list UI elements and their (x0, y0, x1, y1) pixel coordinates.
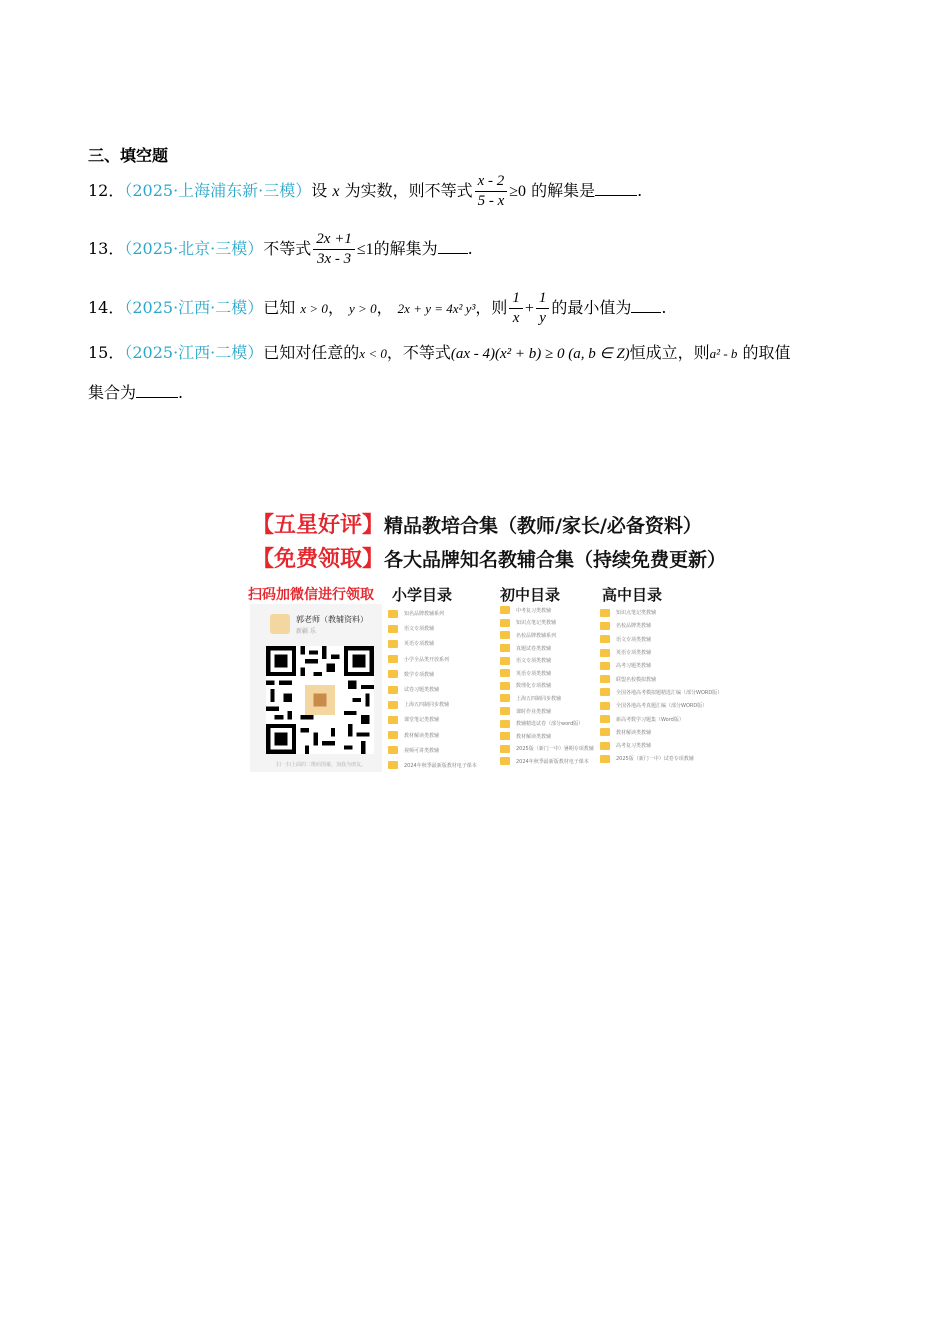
folder-item[interactable] (500, 667, 594, 680)
folder-item[interactable] (500, 604, 594, 617)
folder-icon (600, 755, 610, 763)
folder-item[interactable] (388, 728, 477, 743)
folder-icon (388, 731, 398, 739)
folder-item[interactable] (600, 726, 722, 739)
folder-icon (500, 694, 510, 702)
folder-label: 视频可讲类教辅 (404, 747, 440, 754)
folder-icon (500, 745, 510, 753)
promo-line-1: 【五星好评】精品教培合集（教师/家长/必备资料） (252, 513, 702, 538)
question-13: 13．（2025·北京·三模）不等式 $\frac{2x +1}{3x - 3}$ ≤1的解集为 . (88, 231, 473, 267)
folder-label: 上海五四制同步教辅 (404, 702, 450, 709)
folder-icon (388, 746, 398, 754)
folder-icon (500, 631, 510, 639)
folder-item[interactable] (388, 682, 477, 697)
var-x: x (332, 183, 340, 200)
folder-icon (600, 702, 610, 710)
folder-icon (500, 657, 510, 665)
answer-blank (438, 239, 468, 254)
folder-item[interactable] (500, 717, 594, 730)
fraction-1-over-x: $\frac{1}{x}$ (509, 289, 523, 328)
folder-label: 高考复习类教辅 (616, 743, 652, 750)
question-number: 14． (88, 298, 125, 317)
folder-icon (600, 675, 610, 683)
folder-label: 英语专项类教辅 (616, 650, 652, 657)
promo-line-2: 【免费领取】各大品牌知名教辅合集（持续免费更新） (252, 547, 727, 572)
avatar (270, 614, 290, 634)
folder-item[interactable] (388, 652, 477, 667)
wechat-card (250, 604, 382, 772)
folder-icon (388, 670, 398, 678)
question-15: 15．（2025·江西·二模）已知对任意的x < 0，不等式(ax - 4)(x² + b) ≥ 0 (a, b ∈ Z)恒成立，则a² - b 的取值 (88, 343, 791, 362)
folder-label: 教辅精选试卷（部分word版） (516, 721, 584, 728)
folder-item[interactable] (388, 712, 477, 727)
question-12: 12．（2025·上海浦东新·三模）设 x 为实数，则不等式 $\frac{x - 2}{5 - x}$ ≥0 的解集是 . (88, 173, 643, 209)
question-source: （2025·江西·二模） (124, 343, 264, 362)
folder-label: 真题试卷类教辅 (516, 645, 552, 652)
folder-label: 2024年秋季最新版教材电子课本 (516, 758, 589, 765)
folder-icon (500, 606, 510, 614)
folder-icon (388, 716, 398, 724)
folder-label: 新高考数学习题集（Word版） (616, 716, 684, 723)
folder-icon (388, 640, 398, 648)
folder-icon (500, 757, 510, 765)
folder-label: 上海五四制同步教辅 (516, 695, 562, 702)
folder-icon (600, 622, 610, 630)
folder-label: 知识点笔记类教辅 (616, 610, 657, 617)
folder-item[interactable] (388, 667, 477, 682)
folder-label: 名校品牌类教辅 (616, 623, 652, 630)
folder-label: 联盟名校模拟教辅 (616, 676, 657, 683)
question-15-continued: 集合为 . (88, 383, 184, 402)
folder-label: 2025版（新门一中）暑期专项教辅 (516, 746, 594, 753)
folder-label: 小学全品类开放系列 (404, 656, 450, 663)
folder-item[interactable] (600, 712, 722, 725)
folder-label: 语文专项教辅 (404, 626, 435, 633)
middle-folder-list (500, 604, 594, 768)
folder-item[interactable] (600, 633, 722, 646)
folder-icon (388, 625, 398, 633)
folder-label: 英语专项类教辅 (516, 670, 552, 677)
folder-icon (600, 688, 610, 696)
question-source: （2025·江西·二模） (124, 298, 264, 317)
question-14: 14．（2025·江西·二模）已知 x > 0， y > 0， 2x + y = 4x² y³，则 $\frac{1}{x}$ + $\frac{1}{y}$ 的最小值为 . (88, 290, 667, 326)
high-folder-list (600, 606, 722, 766)
folder-item[interactable] (600, 646, 722, 659)
folder-icon (500, 720, 510, 728)
inequality: (ax - 4)(x² + b) ≥ 0 (a, b ∈ Z) (450, 346, 630, 362)
folder-item[interactable] (600, 672, 722, 685)
fraction: $\frac{x - 2}{5 - x}$ (475, 172, 508, 211)
folder-item[interactable] (388, 606, 477, 621)
folder-label: 中考复习类教辅 (516, 607, 552, 614)
folder-label: 名校品牌教辅系列 (516, 632, 557, 639)
folder-label: 知识点笔记类教辅 (516, 620, 557, 627)
question-number: 15． (88, 343, 125, 362)
folder-icon (500, 644, 510, 652)
folder-icon (500, 707, 510, 715)
folder-icon (388, 655, 398, 663)
folder-label: 课时作业类教辅 (516, 708, 552, 715)
folder-icon (600, 715, 610, 723)
folder-item[interactable] (500, 730, 594, 743)
folder-item[interactable] (500, 680, 594, 693)
section-title: 三、填空题 (88, 146, 169, 165)
folder-icon (500, 619, 510, 627)
folder-item[interactable] (600, 659, 722, 672)
folder-label: 2025版（新门一中）试卷专项教辅 (616, 756, 694, 763)
condition-2: y > 0 (349, 301, 377, 316)
folder-label: 教材解读类教辅 (516, 733, 552, 740)
folder-item[interactable] (600, 699, 722, 712)
folder-item[interactable] (500, 743, 594, 756)
promo-banner[interactable] (246, 500, 727, 772)
question-number: 12． (88, 181, 125, 200)
question-source: （2025·北京·三模） (124, 239, 264, 258)
folder-item[interactable] (388, 743, 477, 758)
scan-instruction: 扫码加微信进行领取 (248, 587, 374, 603)
folder-icon (600, 635, 610, 643)
folder-item[interactable] (500, 654, 594, 667)
folder-item[interactable] (500, 629, 594, 642)
fraction-1-over-y: $\frac{1}{y}$ (536, 289, 550, 328)
folder-icon (600, 609, 610, 617)
folder-label: 高考习题类教辅 (616, 663, 652, 670)
qr-caption: 扫一扫上面的二维码图案，加我为朋友。 (276, 762, 367, 768)
folder-icon (388, 761, 398, 769)
folder-label: 英语专项教辅 (404, 641, 435, 648)
folder-item[interactable] (388, 621, 477, 636)
folder-icon (388, 701, 398, 709)
contact-name: 郭老师（教辅资料） (296, 615, 368, 624)
column-title-primary: 小学目录 (392, 586, 453, 604)
qr-code-icon[interactable] (266, 646, 374, 754)
question-source: （2025·上海浦东新·三模） (124, 181, 312, 200)
folder-item[interactable] (500, 705, 594, 718)
condition-1: x > 0 (300, 301, 328, 316)
folder-item[interactable] (500, 755, 594, 768)
folder-icon (388, 686, 398, 694)
folder-label: 课堂笔记类教辅 (404, 717, 440, 724)
folder-icon (388, 610, 398, 618)
folder-label: 语文专项类教辅 (616, 636, 652, 643)
folder-icon (600, 728, 610, 736)
folder-icon (500, 732, 510, 740)
answer-blank (595, 181, 637, 196)
expression: a² - b (709, 346, 738, 361)
folder-label: 数理化专项教辅 (516, 683, 552, 690)
column-title-high: 高中目录 (602, 586, 663, 604)
fraction: $\frac{2x +1}{3x - 3}$ (313, 230, 355, 269)
folder-label: 全国各地高考模拟题精选汇编（部分WORD版） (616, 689, 723, 696)
folder-item[interactable] (600, 739, 722, 752)
folder-icon (600, 742, 610, 750)
folder-label: 知名品牌教辅系列 (404, 611, 445, 618)
primary-folder-list (388, 606, 477, 773)
folder-label: 教材解读类教辅 (404, 732, 440, 739)
folder-label: 全国各地高考真题汇编（部分WORD版） (616, 703, 708, 710)
folder-label: 数学专项教辅 (404, 671, 435, 678)
folder-item[interactable] (500, 617, 594, 630)
folder-label: 教材解读类教辅 (616, 729, 652, 736)
column-title-middle: 初中目录 (500, 586, 561, 604)
condition-3: 2x + y = 4x² y³ (397, 301, 476, 316)
folder-item[interactable] (388, 636, 477, 651)
folder-item[interactable] (600, 619, 722, 632)
folder-icon (500, 682, 510, 690)
folder-label: 2024年秋季最新版教材电子课本 (404, 762, 477, 769)
folder-item[interactable] (600, 752, 722, 765)
answer-blank (631, 298, 661, 313)
folder-icon (600, 649, 610, 657)
folder-item[interactable] (388, 758, 477, 773)
folder-icon (500, 669, 510, 677)
question-number: 13． (88, 239, 125, 258)
condition: x < 0 (359, 346, 387, 361)
folder-item[interactable] (600, 686, 722, 699)
answer-blank (136, 383, 178, 398)
folder-item[interactable] (500, 692, 594, 705)
contact-location: 新疆 乐 (296, 628, 316, 635)
folder-icon (600, 662, 610, 670)
folder-label: 语文专项类教辅 (516, 658, 552, 665)
folder-item[interactable] (600, 606, 722, 619)
folder-item[interactable] (500, 642, 594, 655)
folder-label: 试卷习题类教辅 (404, 687, 440, 694)
folder-item[interactable] (388, 697, 477, 712)
